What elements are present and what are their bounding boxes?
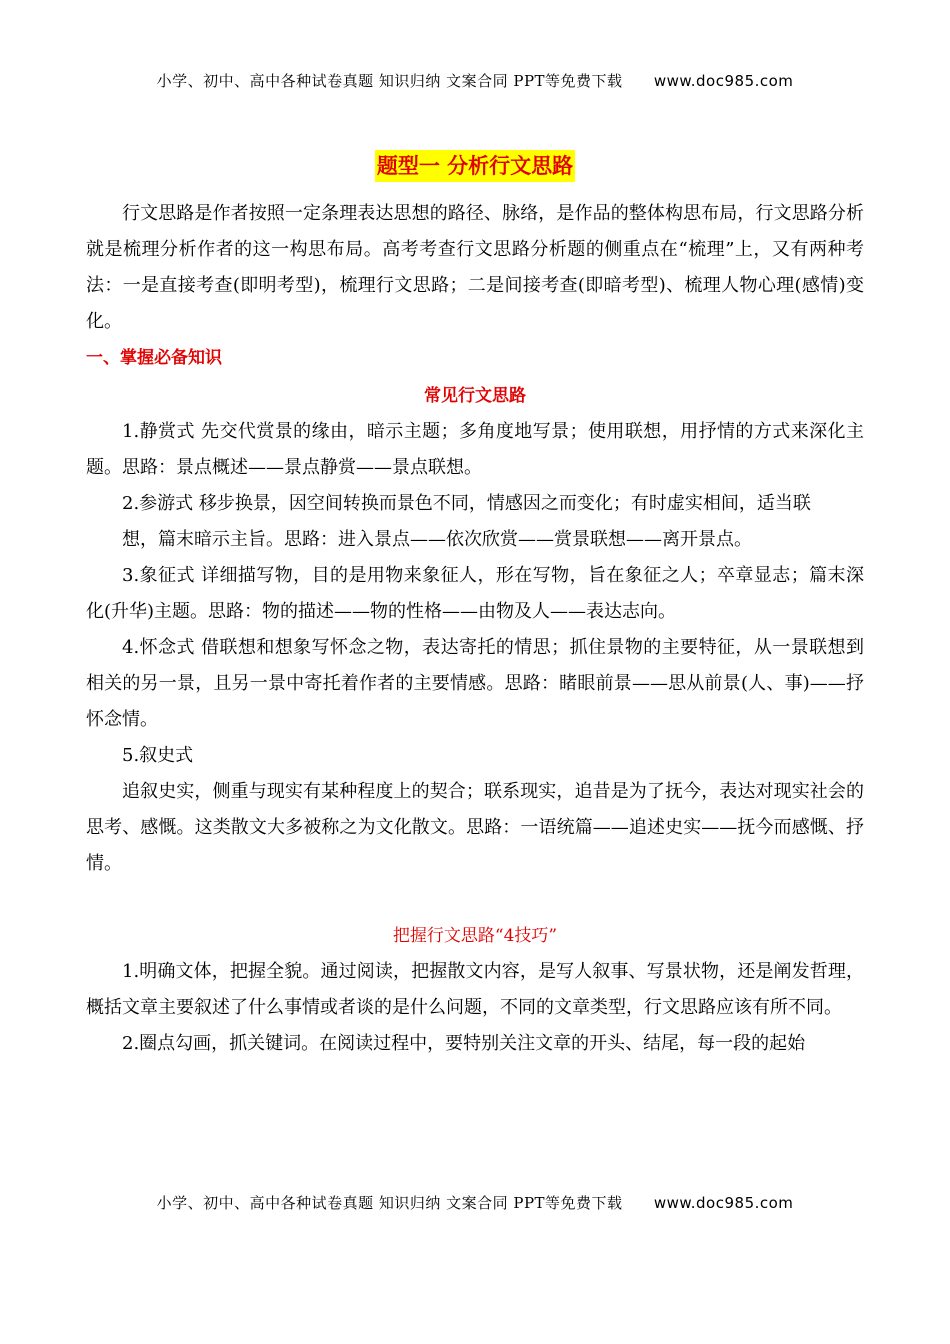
document-body [86, 150, 864, 1062]
footer-site-link[interactable]: www.doc985.com [653, 1194, 794, 1212]
footer-text: 小学、初中、高中各种试卷真题 知识归纳 文案合同 PPT等免费下载 [156, 1194, 623, 1212]
list-item: 2.参游式 移步换景，因空间转换而景色不同，情感因之而变化；有时虚实相间，适当联 [122, 493, 811, 514]
list-item: 想，篇末暗示主旨。思路：进入景点——依次欣赏——赏景联想——离开景点。 [122, 529, 752, 550]
list-item: 追叙史实，侧重与现实有某种程度上的契合；联系现实，追昔是为了抚今，表达对现实社会的思考、感慨。这类散文大多被称之为文化散文。思路：一语统篇——追述史实——抚今而感慨、抒情。 [86, 781, 864, 874]
header-site-link[interactable]: www.doc985.com [653, 72, 794, 90]
intro-paragraph: 行文思路是作者按照一定条理表达思想的路径、脉络，是作品的整体构思布局，行文思路分析就是梳理分析作者的这一构思布局。高考考查行文思路分析题的侧重点在“梳理”上，又有两种考法：一是直接考查(即明考型)，梳理行文思路；二是间接考查(即暗考型)、梳理人物心理(感情)变化。 [86, 203, 864, 332]
header-text: 小学、初中、高中各种试卷真题 知识归纳 文案合同 PPT等免费下载 [156, 72, 623, 90]
list-item: 2.圈点勾画，抓关键词。在阅读过程中，要特别关注文章的开头、结尾，每一段的起始 [122, 1033, 806, 1054]
section-subheading: 常见行文思路 [424, 386, 526, 406]
list-item: 1.静赏式 先交代赏景的缘由，暗示主题；多角度地写景；使用联想，用抒情的方式来深化主题。思路：景点概述——景点静赏——景点联想。 [86, 421, 864, 478]
page-title: 题型一 分析行文思路 [375, 150, 575, 182]
title-wrap [86, 150, 864, 182]
section-heading: 一、掌握必备知识 [86, 348, 222, 368]
spacer [86, 882, 864, 916]
list-item: 1.明确文体，把握全貌。通过阅读，把握散文内容，是写人叙事、写景状物，还是阐发哲理，概括文章主要叙述了什么事情或者谈的是什么问题，不同的文章类型，行文思路应该有所不同。 [86, 961, 864, 1018]
page-header [0, 70, 950, 91]
section-subheading-2: 把握行文思路“4技巧” [392, 926, 558, 946]
list-item: 3.象征式 详细描写物，目的是用物来象征人，形在写物，旨在象征之人；卒章显志；篇末深化(升华)主题。思路：物的描述——物的性格——由物及人——表达志向。 [86, 565, 864, 622]
list-item: 4.怀念式 借联想和想象写怀念之物，表达寄托的情思；抓住景物的主要特征，从一景联想到相关的另一景，且另一景中寄托着作者的主要情感。思路：睹眼前景——思从前景(人、事)——抒怀念情。 [86, 637, 864, 730]
page-footer [0, 1192, 950, 1213]
list-item: 5.叙史式 [122, 745, 194, 766]
